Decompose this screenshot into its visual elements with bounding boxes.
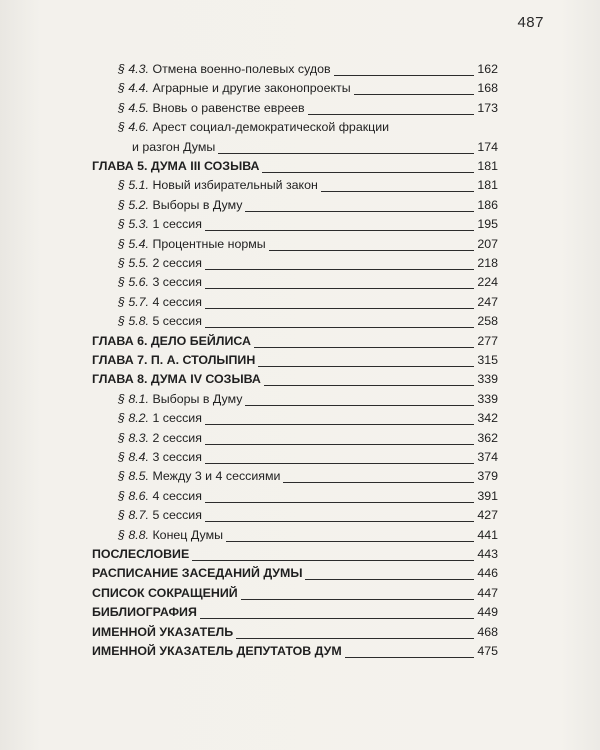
entry-page-number: 446 bbox=[477, 566, 498, 581]
leader-line bbox=[254, 347, 474, 348]
toc-section bbox=[118, 293, 202, 311]
toc-chapter bbox=[92, 623, 233, 641]
page-number: 487 bbox=[517, 14, 544, 31]
section-number: § 8.6. bbox=[118, 488, 150, 503]
entry-title: ГЛАВА 8. ДУМА IV СОЗЫВА bbox=[92, 372, 261, 387]
toc-chapter bbox=[92, 332, 251, 350]
entry-title: Арест социал-демократической фракции bbox=[152, 120, 390, 135]
section-number: § 5.4. bbox=[118, 236, 150, 251]
entry-page-number: 247 bbox=[477, 294, 498, 309]
leader-line bbox=[245, 211, 474, 212]
section-number: § 8.2. bbox=[118, 411, 150, 426]
section-number: § 5.8. bbox=[118, 314, 150, 329]
toc-section bbox=[118, 235, 266, 253]
entry-title: 1 сессия bbox=[152, 411, 202, 426]
toc-chapter bbox=[92, 584, 238, 602]
section-number: § 5.6. bbox=[118, 275, 150, 290]
toc-section bbox=[118, 215, 202, 233]
section-number: § 4.3. bbox=[118, 62, 150, 76]
section-number: § 8.7. bbox=[118, 508, 150, 523]
leader-line bbox=[308, 114, 474, 115]
entry-title: 3 сессия bbox=[152, 450, 202, 464]
leader-line bbox=[241, 599, 474, 600]
entry-page-number: 277 bbox=[477, 333, 498, 348]
entry-title: РАСПИСАНИЕ ЗАСЕДАНИЙ ДУМЫ bbox=[92, 566, 303, 581]
section-number: § 5.1. bbox=[118, 178, 150, 193]
leader-line bbox=[205, 327, 474, 328]
entry-page-number: 162 bbox=[477, 62, 498, 76]
entry-page-number: 181 bbox=[477, 159, 498, 173]
leader-line bbox=[264, 385, 474, 386]
entry-title: 2 сессия bbox=[152, 256, 202, 270]
toc-chapter bbox=[92, 564, 302, 582]
toc-chapter bbox=[92, 545, 189, 563]
entry-page-number: 181 bbox=[477, 178, 498, 193]
toc-section bbox=[118, 312, 202, 330]
entry-title: ГЛАВА 6. ДЕЛО БЕЙЛИСА bbox=[92, 333, 251, 348]
toc-section bbox=[118, 60, 331, 78]
entry-page-number: 449 bbox=[477, 605, 498, 620]
toc-section bbox=[118, 409, 202, 427]
entry-title: Вновь о равенстве евреев bbox=[152, 100, 305, 115]
entry-page-number: 173 bbox=[477, 100, 498, 115]
section-number: § 4.5. bbox=[118, 100, 150, 115]
entry-page-number: 441 bbox=[477, 527, 498, 542]
leader-line bbox=[205, 230, 474, 231]
entry-page-number: 342 bbox=[477, 411, 498, 426]
entry-page-number: 186 bbox=[477, 197, 498, 212]
leader-line bbox=[305, 579, 474, 580]
section-number: § 8.3. bbox=[118, 430, 150, 445]
entry-title: Конец Думы bbox=[152, 527, 223, 542]
leader-line bbox=[321, 191, 474, 192]
toc-section bbox=[118, 487, 202, 505]
section-number: § 4.6. bbox=[118, 120, 150, 135]
entry-title: БИБЛИОГРАФИЯ bbox=[92, 605, 197, 620]
toc-section bbox=[118, 467, 280, 485]
leader-line bbox=[258, 366, 474, 367]
section-number: § 4.4. bbox=[118, 81, 150, 96]
entry-title: 5 сессия bbox=[152, 508, 202, 523]
toc-section bbox=[118, 99, 305, 117]
entry-page-number: 475 bbox=[477, 644, 498, 658]
entry-page-number: 258 bbox=[477, 314, 498, 329]
entry-page-number: 391 bbox=[477, 488, 498, 503]
leader-line bbox=[226, 541, 474, 542]
toc-section bbox=[118, 448, 202, 466]
entry-title: ПОСЛЕСЛОВИЕ bbox=[92, 547, 190, 561]
leader-line bbox=[345, 657, 474, 658]
entry-page-number: 207 bbox=[477, 236, 498, 251]
entry-page-number: 468 bbox=[477, 624, 498, 639]
toc-section bbox=[118, 526, 223, 544]
toc-section bbox=[118, 118, 389, 136]
entry-title: Новый избирательный закон bbox=[152, 178, 318, 193]
section-number: § 8.8. bbox=[118, 527, 150, 542]
leader-line bbox=[245, 405, 474, 406]
section-number: § 8.4. bbox=[118, 450, 150, 464]
toc-section bbox=[118, 429, 202, 447]
entry-title: ИМЕННОЙ УКАЗАТЕЛЬ bbox=[92, 624, 234, 639]
leader-line bbox=[205, 288, 474, 289]
toc-section bbox=[118, 506, 202, 524]
entry-title: 4 сессия bbox=[152, 488, 202, 503]
entry-page-number: 339 bbox=[477, 372, 498, 387]
entry-title: Аграрные и другие законопроекты bbox=[152, 81, 351, 96]
entry-page-number: 339 bbox=[477, 391, 498, 406]
leader-line bbox=[354, 94, 474, 95]
leader-line bbox=[200, 618, 474, 619]
entry-title: 1 сессия bbox=[152, 217, 202, 232]
entry-title: Процентные нормы bbox=[152, 236, 266, 251]
section-number: § 5.7. bbox=[118, 294, 150, 309]
entry-page-number: 362 bbox=[477, 430, 498, 445]
toc-chapter bbox=[92, 351, 255, 369]
entry-page-number: 174 bbox=[477, 139, 498, 154]
toc-section bbox=[118, 176, 318, 194]
toc-chapter bbox=[92, 370, 261, 388]
toc-chapter bbox=[92, 603, 197, 621]
entry-page-number: 218 bbox=[477, 256, 498, 270]
entry-page-number: 379 bbox=[477, 469, 498, 484]
leader-line bbox=[205, 308, 474, 309]
entry-page-number: 447 bbox=[477, 585, 498, 600]
leader-line bbox=[262, 172, 474, 173]
leader-line bbox=[205, 444, 474, 445]
entry-title: ИМЕННОЙ УКАЗАТЕЛЬ ДЕПУТАТОВ ДУМ bbox=[92, 644, 342, 658]
entry-page-number: 427 bbox=[477, 508, 498, 523]
entry-title: ГЛАВА 7. П. А. СТОЛЫПИН bbox=[92, 353, 256, 367]
entry-title: Отмена военно-полевых судов bbox=[152, 62, 331, 76]
entry-title: Выборы в Думу bbox=[152, 391, 243, 406]
entry-page-number: 195 bbox=[477, 217, 498, 232]
toc-section bbox=[118, 254, 202, 272]
entry-title: ГЛАВА 5. ДУМА III СОЗЫВА bbox=[92, 159, 260, 173]
toc-section bbox=[118, 79, 351, 97]
entry-page-number: 168 bbox=[477, 81, 498, 96]
entry-title-continued: и разгон Думы bbox=[132, 139, 216, 154]
entry-title: 2 сессия bbox=[152, 430, 202, 445]
toc-section bbox=[118, 390, 242, 408]
toc-chapter bbox=[92, 157, 259, 175]
entry-title: 5 сессия bbox=[152, 314, 202, 329]
leader-line bbox=[205, 269, 474, 270]
entry-page-number: 374 bbox=[477, 450, 498, 464]
section-number: § 8.5. bbox=[118, 469, 150, 484]
section-number: § 5.3. bbox=[118, 217, 150, 232]
entry-title: СПИСОК СОКРАЩЕНИЙ bbox=[92, 585, 238, 600]
leader-line bbox=[205, 521, 474, 522]
entry-page-number: 224 bbox=[477, 275, 498, 290]
entry-page-number: 315 bbox=[477, 353, 498, 367]
leader-line bbox=[205, 502, 474, 503]
entry-title: Выборы в Думу bbox=[152, 197, 243, 212]
toc-section bbox=[118, 273, 202, 291]
leader-line bbox=[283, 482, 474, 483]
leader-line bbox=[334, 75, 474, 76]
leader-line bbox=[218, 153, 474, 154]
entry-title: 4 сессия bbox=[152, 294, 202, 309]
entry-title: 3 сессия bbox=[152, 275, 202, 290]
entry-page-number: 443 bbox=[477, 547, 498, 561]
leader-line bbox=[192, 560, 474, 561]
section-number: § 5.2. bbox=[118, 197, 150, 212]
toc-chapter bbox=[92, 642, 342, 660]
leader-line bbox=[236, 638, 474, 639]
entry-title: Между 3 и 4 сессиями bbox=[152, 469, 281, 484]
section-number: § 5.5. bbox=[118, 256, 150, 270]
leader-line bbox=[205, 424, 474, 425]
leader-line bbox=[269, 250, 474, 251]
section-number: § 8.1. bbox=[118, 391, 150, 406]
toc-section bbox=[118, 196, 242, 214]
leader-line bbox=[205, 463, 474, 464]
